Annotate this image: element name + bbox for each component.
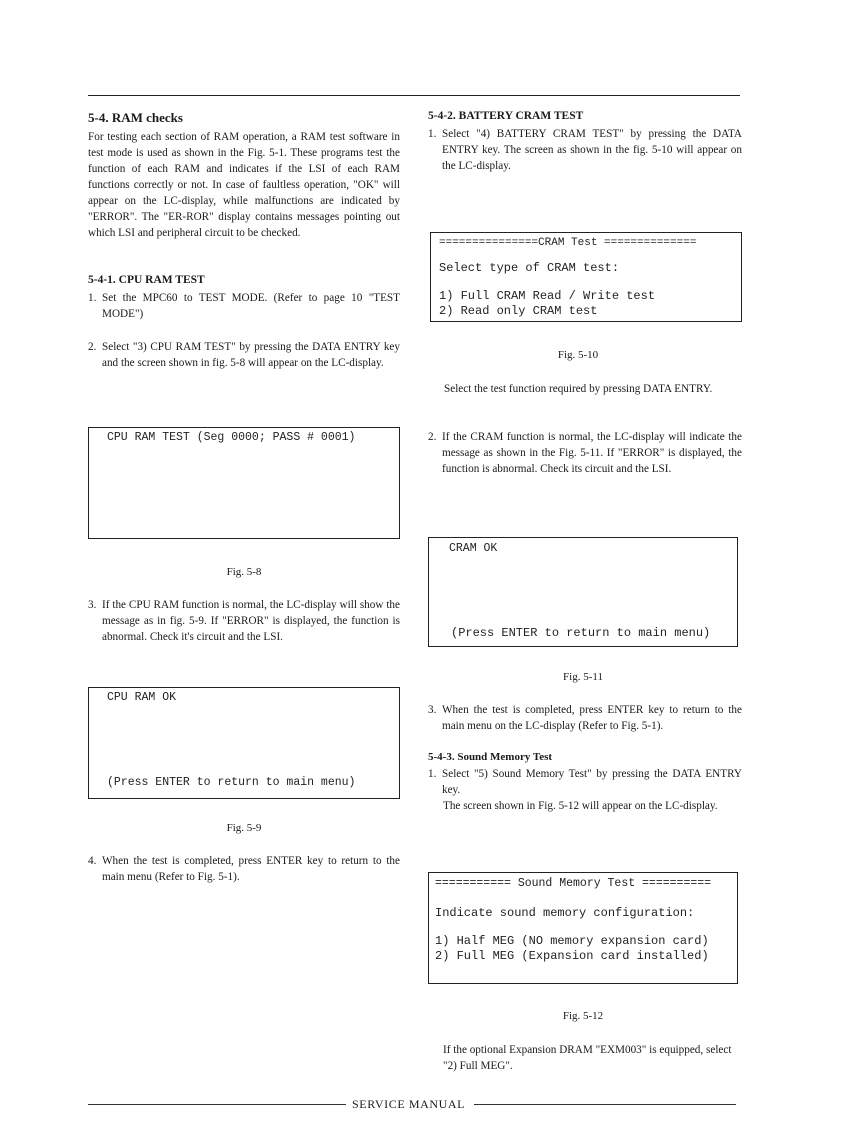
footer-rule-right: [474, 1104, 736, 1105]
lcd-line: CPU RAM TEST (Seg 0000; PASS # 0001): [107, 431, 356, 444]
fig-caption-5-11: Fig. 5-11: [563, 671, 603, 683]
lcd-prompt: Select type of CRAM test:: [439, 261, 620, 275]
section-title: 5-4. RAM checks: [88, 110, 183, 125]
fig-caption-5-10: Fig. 5-10: [557, 349, 599, 361]
lcd-option-1: 1) Full CRAM Read / Write test: [439, 289, 656, 303]
lcd-line: CRAM OK: [449, 542, 498, 555]
lcd-line: (Press ENTER to return to main menu): [107, 776, 356, 789]
lcd-line: (Press ENTER to return to main menu): [451, 626, 711, 640]
footer-rule-left: [88, 1104, 346, 1105]
lcd-fig-5-9: [88, 687, 400, 799]
lcd-fig-5-11: [428, 537, 738, 647]
footer-title: SERVICE MANUAL: [352, 1097, 466, 1111]
lcd-prompt: Indicate sound memory configuration:: [435, 906, 695, 920]
cpu-step-4: 4. When the test is completed, press ENTER key to return to the main menu (Refer to Fig. 5-1).: [88, 855, 400, 883]
left-column: [88, 110, 400, 126]
lcd-option-2: 2) Read only CRAM test: [439, 304, 598, 318]
lcd-option-2: 2) Full MEG (Expansion card installed): [435, 949, 709, 963]
lcd-fig-5-10: [430, 232, 742, 322]
lcd-line: CPU RAM OK: [107, 691, 177, 704]
fig-caption-5-12: Fig. 5-12: [562, 1010, 604, 1022]
fig-caption-5-9: Fig. 5-9: [226, 822, 262, 834]
final-note: If the optional Expansion DRAM "EXM003" is equipped, select "2) Full MEG".: [443, 1044, 732, 1072]
fig-caption-5-8: Fig. 5-8: [226, 566, 262, 578]
battery-step-2: 2. If the CRAM function is normal, the LC-display will indicate the message as shown in the Fig. 5-11. If "ERROR" is displayed, the function is abnormal. Check its circuit and the LSI.: [428, 431, 742, 475]
cpu-step-2: 2. Select "3) CPU RAM TEST" by pressing the DATA ENTRY key and the screen shown in fig. 5-8 will appear on the LC-display.: [88, 341, 400, 369]
lcd-line: ===============CRAM Test ==============: [439, 237, 697, 249]
cpu-step-3: 3. If the CPU RAM function is normal, the LC-display will show the message as in fig. 5-9. If "ERROR" is displayed, the function is abnormal. Check it's circuit and the LSI.: [88, 599, 400, 643]
battery-cram-heading: 5-4-2. BATTERY CRAM TEST: [428, 110, 584, 122]
select-function-text: Select the test function required by pressing DATA ENTRY.: [444, 383, 713, 395]
sound-memory-heading: 5-4-3. Sound Memory Test: [428, 751, 553, 763]
top-rule: [88, 95, 740, 96]
battery-step-1: 1. Select "4) BATTERY CRAM TEST" by pressing the DATA ENTRY key. The screen as shown in the fig. 5-10 will appear on the LC-display.: [428, 128, 742, 172]
lcd-fig-5-12: [428, 872, 738, 984]
intro-paragraph: For testing each section of RAM operation, a RAM test software in test mode is used as shown in the Fig. 5-1. These programs test the function of each RAM and indicates if the LSI of each RAM functions correctly or not. In case of faultless operation, "OK" will appear on the LC-display, while malfunctions are indicated by "ERROR". The "ER-ROR" display contains messages pointing out which LSI and peripheral circuit to be checked.: [88, 131, 400, 239]
sound-step-1: 1. Select "5) Sound Memory Test" by pressing the DATA ENTRY key.: [428, 768, 742, 796]
lcd-fig-5-8: [88, 427, 400, 539]
lcd-header: =========== Sound Memory Test ==========: [435, 877, 712, 890]
lcd-option-1: 1) Half MEG (NO memory expansion card): [435, 934, 709, 948]
cpu-ram-test-heading: 5-4-1. CPU RAM TEST: [88, 274, 205, 286]
sound-step-1-continued: The screen shown in Fig. 5-12 will appear on the LC-display.: [443, 800, 718, 812]
battery-step-3: 3. When the test is completed, press ENTER key to return to the main menu on the LC-display (Refer to Fig. 5-1).: [428, 704, 742, 732]
cpu-step-1: 1. Set the MPC60 to TEST MODE. (Refer to page 10 "TEST MODE"): [88, 292, 400, 320]
